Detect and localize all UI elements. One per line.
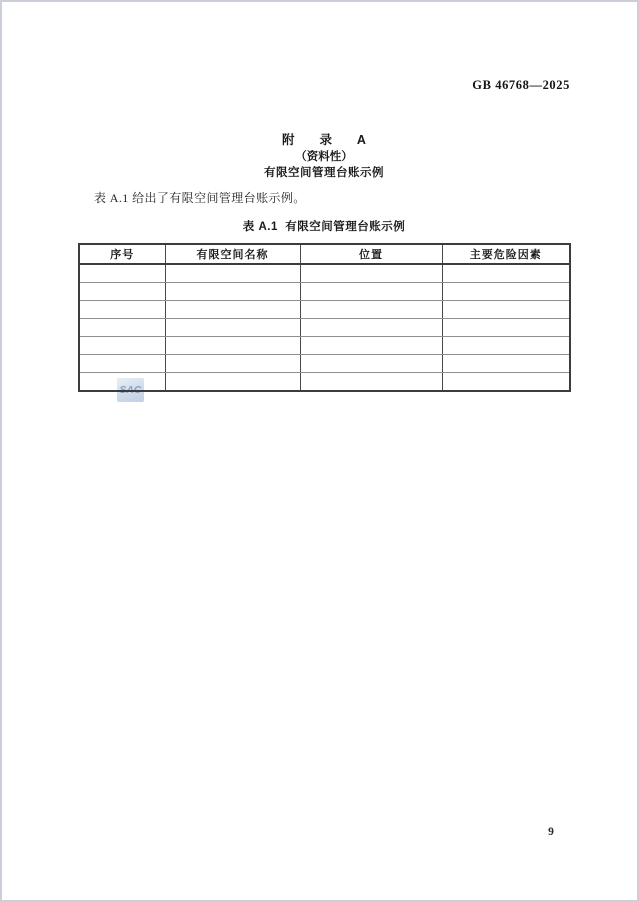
table-row: [79, 337, 570, 355]
table-cell: [300, 264, 442, 283]
table-cell: [79, 264, 165, 283]
table-cell: [300, 283, 442, 301]
appendix-title: 有限空间管理台账示例: [264, 167, 384, 179]
sac-watermark-label: SAC: [119, 384, 142, 396]
table-cell: [442, 355, 570, 373]
table-caption: 表 A.1 有限空间管理台账示例: [242, 221, 406, 233]
table-cell: [165, 355, 300, 373]
table-cell: [79, 337, 165, 355]
ledger-table: [78, 243, 571, 392]
table-cell: [442, 319, 570, 337]
table-cell: [300, 337, 442, 355]
appendix-informative-label: （资料性）: [295, 151, 353, 163]
table-row: [79, 264, 570, 283]
table-cell: [79, 355, 165, 373]
table-cell: [442, 301, 570, 319]
table-cell: [165, 264, 300, 283]
intro-paragraph: 表 A.1 给出了有限空间管理台账示例。: [94, 191, 306, 205]
table-row: [79, 283, 570, 301]
table-row: [79, 373, 570, 392]
table-cell: [165, 373, 300, 392]
table-cell: [165, 319, 300, 337]
table-cell: [442, 337, 570, 355]
table-header-cell-location: 位置: [300, 244, 442, 264]
table-header-row: [79, 244, 570, 264]
table-cell: [300, 301, 442, 319]
standard-number: GB 46768—2025: [472, 78, 570, 92]
table-row: [79, 301, 570, 319]
table-cell: [442, 373, 570, 392]
table-cell: [442, 283, 570, 301]
table-cell: [165, 337, 300, 355]
page-number: 9: [548, 826, 554, 838]
table-row: [79, 355, 570, 373]
table-cell: [165, 301, 300, 319]
table-cell: [79, 283, 165, 301]
table-cell: [79, 373, 165, 392]
table-cell: [300, 355, 442, 373]
table-header-cell-hazards: 主要危险因素: [442, 244, 570, 264]
appendix-heading: 附 录 A: [282, 133, 366, 147]
table-cell: [300, 319, 442, 337]
table-header-cell-index: 序号: [79, 244, 165, 264]
table-header-cell-space-name: 有限空间名称: [165, 244, 300, 264]
table-cell: [165, 283, 300, 301]
table-cell: [79, 319, 165, 337]
ledger-table-body: [79, 264, 570, 391]
table-cell: [442, 264, 570, 283]
table-cell: [300, 373, 442, 392]
table-cell: [79, 301, 165, 319]
table-row: [79, 319, 570, 337]
